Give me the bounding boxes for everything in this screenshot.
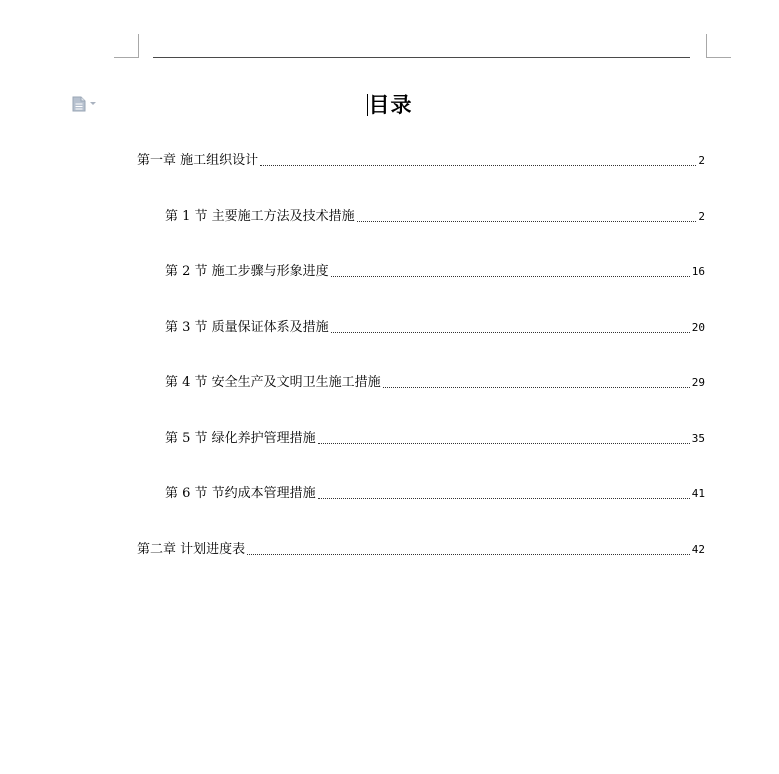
crop-mark-top-right <box>706 34 731 58</box>
dot-leader <box>383 387 690 388</box>
toc-entry-section-6[interactable] <box>165 484 705 504</box>
toc-entry-section-4[interactable] <box>165 373 705 393</box>
dot-leader <box>331 276 690 277</box>
toc-entry-label: 第 4 节 安全生产及文明卫生施工措施 <box>165 375 381 390</box>
toc-entry-label: 第 2 节 施工步骤与形象进度 <box>165 264 329 279</box>
crop-mark-top-left <box>114 34 139 58</box>
toc-title-text: 目录 <box>368 92 413 117</box>
header-rule <box>153 57 690 58</box>
toc-page-number: 29 <box>691 376 705 389</box>
dot-leader <box>357 221 697 222</box>
toc-entry-label: 第一章 施工组织设计 <box>137 153 259 168</box>
toc-page-number: 41 <box>691 487 705 500</box>
dot-leader <box>331 332 690 333</box>
toc-entry-label: 第二章 计划进度表 <box>137 542 246 557</box>
toc-page-number: 20 <box>691 321 705 334</box>
dot-leader <box>318 498 690 499</box>
toc-entry-section-2[interactable] <box>165 262 705 282</box>
toc-page-number: 42 <box>691 543 705 556</box>
toc-page-number: 16 <box>691 265 705 278</box>
toc-entry-section-5[interactable] <box>165 429 705 449</box>
page-title[interactable] <box>0 90 779 120</box>
toc-entry-label: 第 6 节 节约成本管理措施 <box>165 486 316 501</box>
toc-page-number: 2 <box>698 210 705 223</box>
toc-page-number: 35 <box>691 432 705 445</box>
toc-entry-label: 第 5 节 绿化养护管理措施 <box>165 431 316 446</box>
dot-leader <box>247 554 690 555</box>
toc-page-number: 2 <box>698 154 705 167</box>
toc-entry-label: 第 3 节 质量保证体系及措施 <box>165 320 329 335</box>
toc-entry-chapter-1[interactable] <box>137 151 705 171</box>
toc-entry-label: 第 1 节 主要施工方法及技术措施 <box>165 209 355 224</box>
dot-leader <box>260 165 696 166</box>
toc-entry-chapter-2[interactable] <box>137 540 705 560</box>
toc-entry-section-3[interactable] <box>165 318 705 338</box>
dot-leader <box>318 443 690 444</box>
toc-entry-section-1[interactable] <box>165 207 705 227</box>
text-cursor <box>367 94 368 116</box>
